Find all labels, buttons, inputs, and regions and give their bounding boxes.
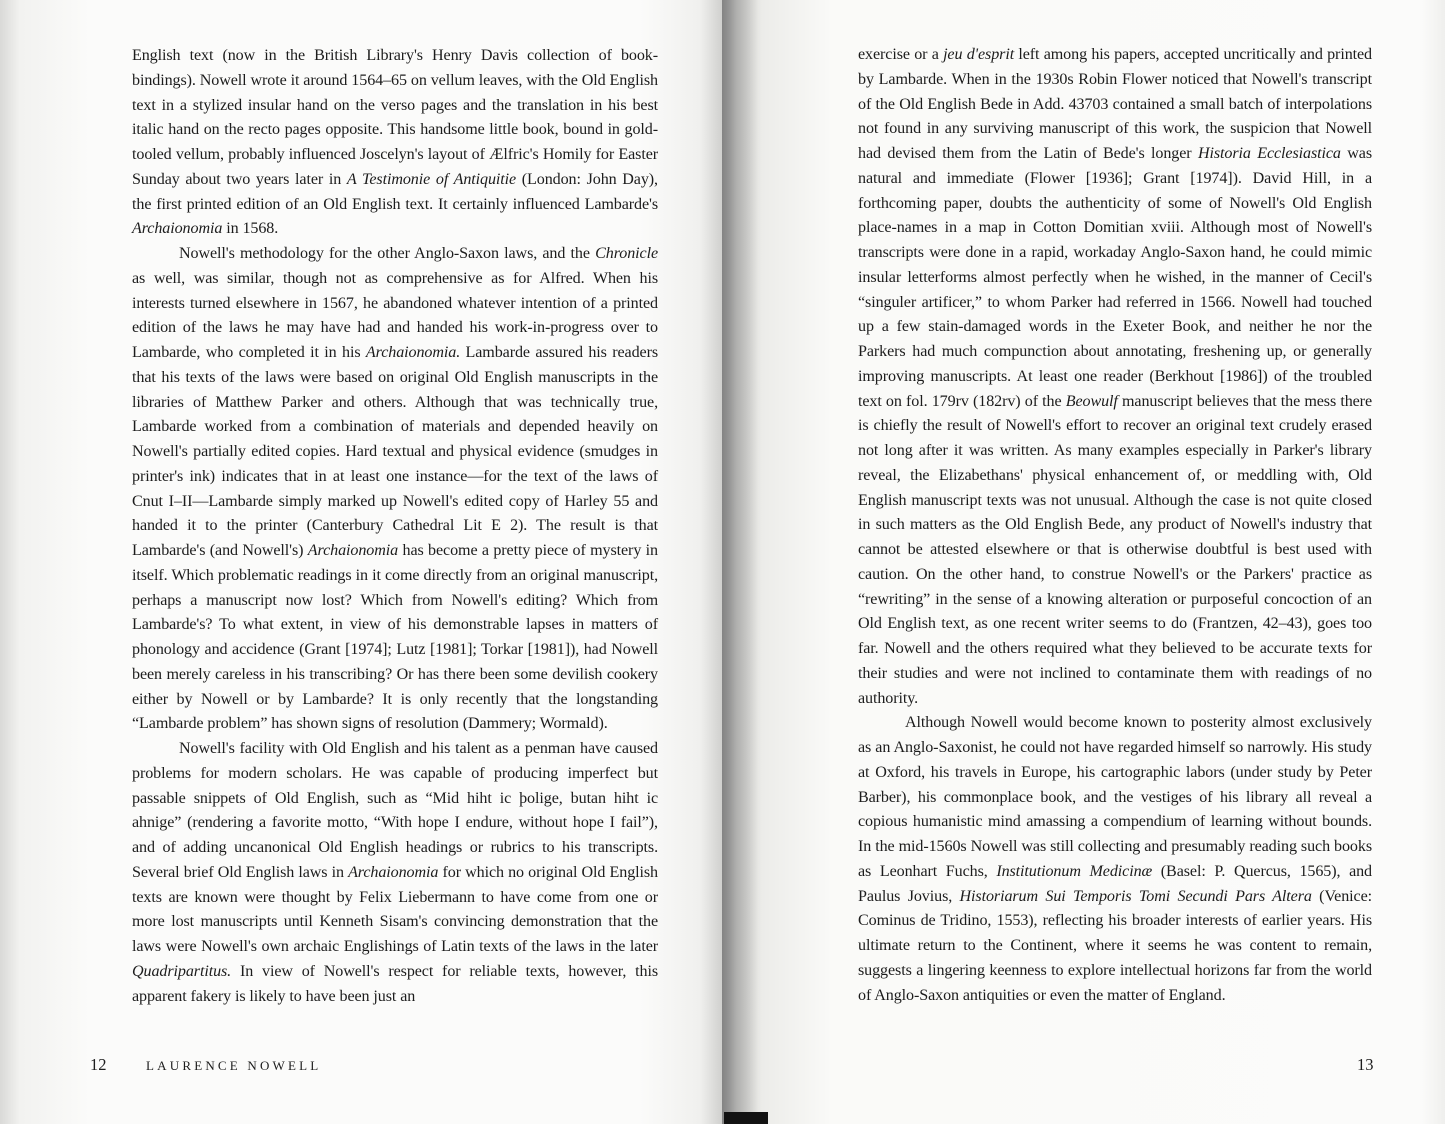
text-run: Nowell's methodology for the other Anglo-Saxon laws, and the	[179, 245, 596, 262]
italic-title: A Testimonie of Antiquitie	[346, 170, 517, 188]
left-paragraph	[132, 242, 658, 737]
left-paragraph	[132, 737, 658, 1009]
text-run: (London: John Day), the first printed edition of an Old English text. It certainly influenced Lambarde's	[132, 170, 658, 213]
text-run: English text (now in the British Library's Henry Davis collection of book-bindings). Nowell wrote it around 1564–65 on vellum leaves, with the Old English text in a stylized insular hand on the verso pages and the translation in his best italic hand on the recto pages opposite. This handsome little book, bound in gold-tooled vellum, probably influenced Joscelyn's layout of Ælfric's Homily for Easter Sunday about two years later in	[132, 47, 658, 188]
text-run: left among his papers, accepted uncritically and printed by Lambarde. When in the 1930s Robin Flower noticed that Nowell's transcript of the Old English Bede in Add. 43703 contained a small batch of interpolations not found in any surviving manuscript of this work, the suspicion that Nowell had devised them from the Latin of Bede's longer	[858, 46, 1373, 162]
italic-title: Beowulf	[1065, 392, 1118, 410]
italic-title: Historia Ecclesiastica	[1197, 145, 1341, 162]
italic-title: Archaionomia	[348, 863, 439, 881]
binding-shadow	[722, 0, 758, 1124]
italic-title: Archaionomia	[132, 220, 223, 238]
right-paragraph	[858, 43, 1372, 711]
left-page-number: 12	[90, 1055, 107, 1074]
text-run: was natural and immediate (Flower [1936]; Grant [1974]). David Hill, in a forthcoming paper, doubts the authenticity of some of Nowell's Old English place-names in a map in Cotton Domitian xviii. Although most of Nowell's transcripts were done in a rapid, workaday Anglo-Saxon hand, he could mimic insular letterforms almost perfectly when he wished, in the manner of Cecil's “singuler artificer,” to whom Parker had referred in 1566. Nowell had touched up a few stain-damaged words in the Exeter Book, and neither he nor the Parkers had much compunction about annotating, freshening up, or generally improving manuscripts. At least one reader (Berkhout [1986]) of the troubled text on fol. 179rv (182rv) of the	[858, 145, 1373, 410]
text-run: manuscript believes that the mess there is chiefly the result of Nowell's effort to recover an original text crudely erased not long after it was written. As many examples especially in Parker's library reveal, the Elizabethans' physical enhancement of, or meddling with, Old English manuscript texts was not unusual. Although the case is not quite closed in such matters as the Old English Bede, any product of Nowell's industry that cannot be attested elsewhere or that is otherwise doubtful is best used with caution. On the other hand, to construe Nowell's or the Parkers' practice as “rewriting” in the sense of a knowing alteration or purposeful concoction of an Old English text, as one recent writer seems to do (Frantzen, 42–43), goes too far. Nowell and the others required what they believed to be accurate texts for their studies and were not inclined to contaminate them with readings of no authority.	[858, 392, 1372, 707]
left-paragraph	[132, 44, 658, 242]
italic-title: Historiarum Sui Temporis Tomi Secundi Pars Altera	[959, 887, 1312, 905]
right-page	[722, 0, 1445, 1124]
italic-title: jeu d'esprit	[943, 46, 1015, 63]
text-run: Although Nowell would become known to posterity almost exclusively as an Anglo-Saxonist, he could not have regarded himself so narrowly. His study at Oxford, his travels in Europe, his cartographic labors (under study by Peter Barber), his commonplace book, and the vestiges of his library all reveal a copious humanistic mind amassing a compendium of learning without bounds. In the mid-1560s Nowell was still collecting and presumably reading such books as Leonhart Fuchs,	[858, 714, 1372, 880]
text-run: exercise or a	[858, 46, 944, 63]
left-page	[0, 0, 722, 1124]
text-run: In view of Nowell's respect for reliable texts, however, this apparent fakery is likely to have been just an	[132, 962, 658, 1005]
text-run: has become a pretty piece of mystery in itself. Which problematic readings in it come directly from an original manuscript, perhaps a manuscript now lost? Which from Nowell's editing? Which from Lambarde's? To what extent, in view of his demonstrable lapses in matters of phonology and accidence (Grant [1974]; Lutz [1981]; Torkar [1981]), had Nowell been merely careless in his transcribing? Or has there been some devilish cookery either by Nowell or by Lambarde? It is only recently that the longstanding “Lambarde problem” has shown signs of resolution (Dammery; Wormald).	[132, 542, 658, 733]
text-run: (Basel: P. Quercus, 1565), and Paulus Jovius,	[858, 862, 1373, 905]
text-run: Lambarde assured his readers that his texts of the laws were based on original Old English manuscripts in the libraries of Matthew Parker and others. Although that was technically true, Lambarde worked from a combination of materials and depended heavily on Nowell's partially edited copies. Hard textual and physical evidence (smudges in printer's ink) indicates that in at least one instance—for the text of the laws of Cnut I–II—Lambarde simply marked up Nowell's edited copy of Harley 55 and handed it to the printer (Canterbury Cathedral Lit E 2). The result is that Lambarde's (and Nowell's)	[132, 344, 658, 559]
running-head: LAURENCE NOWELL	[146, 1058, 322, 1073]
text-run: (Venice: Cominus de Tridino, 1553), reflecting his broader interests of earlier years. His ultimate return to the Continent, where it seems he was content to remain, suggests a lingering keenness to explore intellectual horizons far from the world of Anglo-Saxon antiquities or even the matter of England.	[858, 887, 1372, 1004]
text-run: as well, was similar, though not as comprehensive as for Alfred. When his interests turned elsewhere in 1567, he abandoned whatever intention of a printed edition of the laws he may have had and handed his work-in-progress over to Lambarde, who completed it in his	[132, 269, 658, 361]
left-page-body	[132, 44, 658, 1009]
right-paragraph	[858, 711, 1372, 1008]
text-run: in 1568.	[222, 220, 279, 238]
italic-title: Institutionum Medicinæ	[996, 862, 1153, 880]
italic-title: Quadripartitus.	[132, 962, 232, 980]
text-run: for which no original Old English texts are known were thought by Felix Liebermann to have come from one or more lost manuscripts until Kenneth Sisam's convincing demonstration that the laws were Nowell's own archaic Englishings of Latin texts of the laws in the later	[132, 863, 659, 955]
italic-title: Archaionomia	[307, 542, 399, 559]
right-page-number: 13	[1357, 1055, 1374, 1074]
text-run: Nowell's facility with Old English and his talent as a penman have caused problems for modern scholars. He was capable of producing imperfect but passable snippets of Old English, such as “Mid hiht ic þolige, butan hiht ic ahnige” (rendering a favorite motto, “With hope I endure, without hope I fail”), and of adding uncanonical Old English headings or rubrics to his transcripts. Several brief Old English laws in	[132, 740, 658, 881]
scan-edge-shadow	[724, 1112, 768, 1124]
italic-title: Archaionomia.	[365, 344, 461, 361]
right-page-body	[858, 43, 1372, 1008]
italic-title: Chronicle	[595, 245, 658, 262]
